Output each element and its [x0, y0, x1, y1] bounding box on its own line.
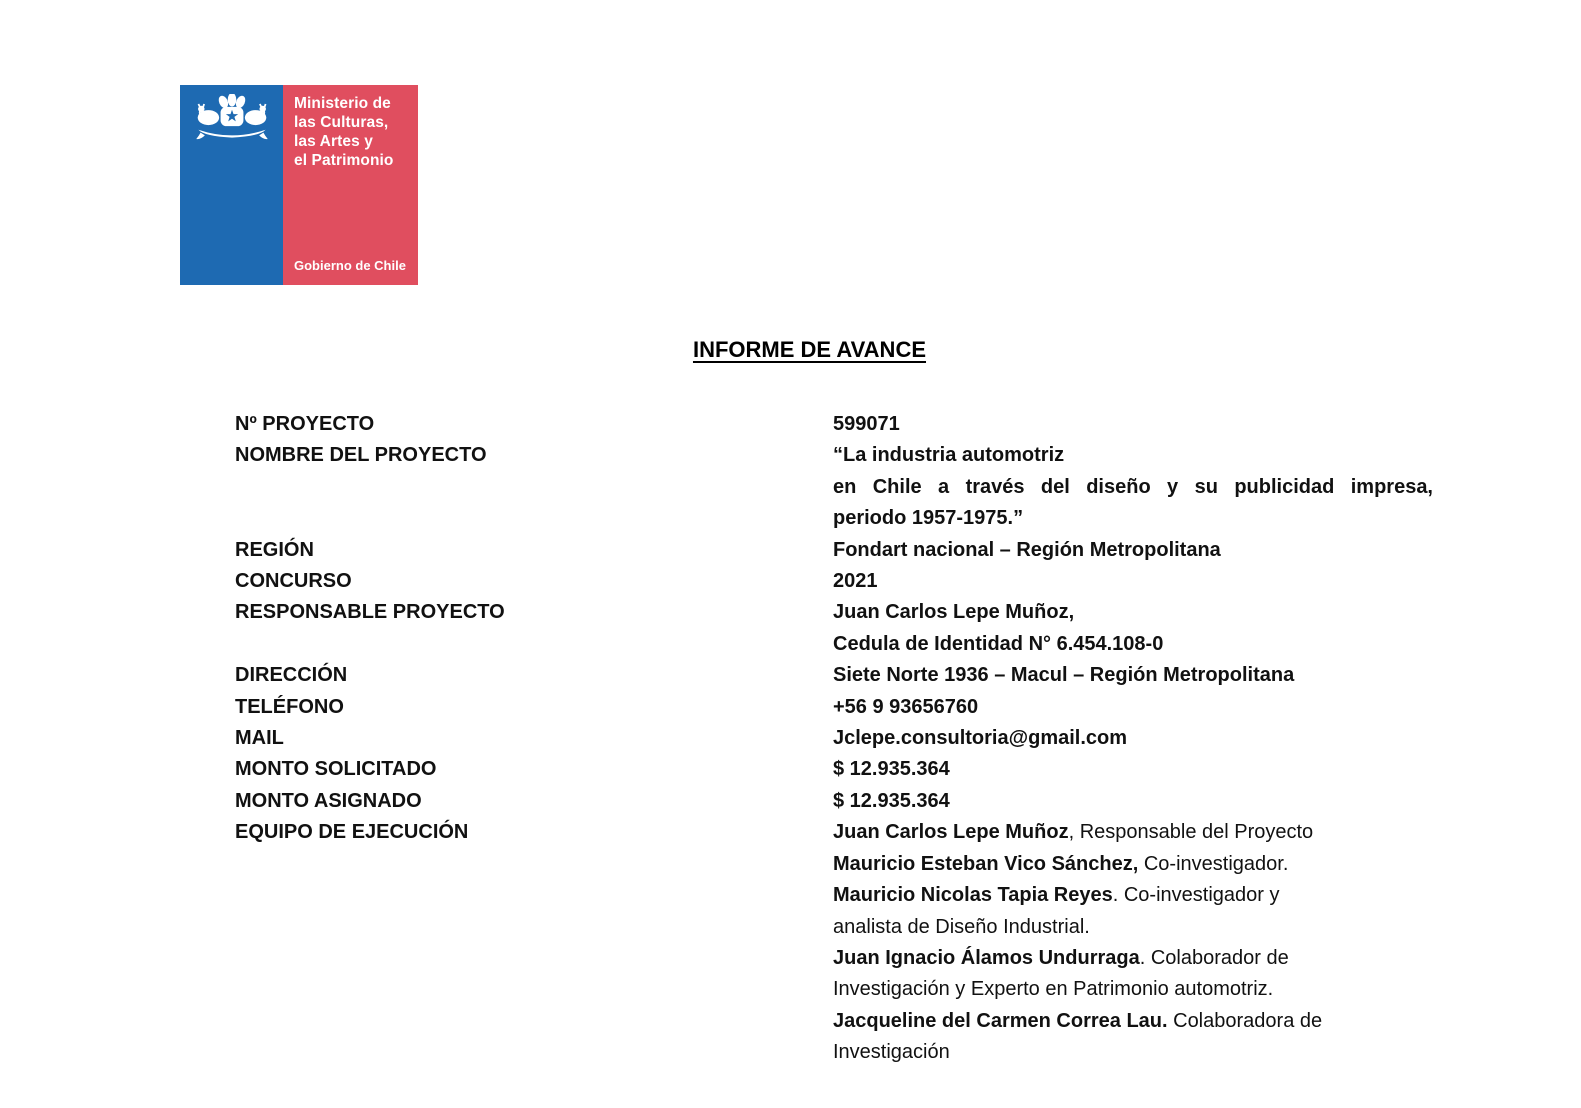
field-row-mail	[235, 723, 1433, 754]
field-label: NOMBRE DEL PROYECTO	[235, 444, 487, 467]
team-member-line: Mauricio Esteban Vico Sánchez, Co-investigador.	[833, 852, 1289, 875]
field-label: DIRECCIÓN	[235, 664, 348, 687]
field-row-monto-asignado	[235, 786, 1433, 817]
team-member-line: Juan Carlos Lepe Muñoz, Responsable del Proyecto	[833, 821, 1314, 844]
field-row-concurso	[235, 566, 1433, 597]
field-label: REGIÓN	[235, 538, 314, 561]
field-row-responsable	[235, 597, 1433, 660]
ministry-name-line: Ministerio de	[294, 95, 391, 112]
field-label: CONCURSO	[235, 570, 352, 593]
team-member-line: Juan Ignacio Álamos Undurraga. Colaborador de	[833, 946, 1289, 969]
field-label: TELÉFONO	[235, 695, 344, 718]
field-value: Juan Carlos Lepe Muñoz, Cedula de Identidad N° 6.454.108-0	[833, 601, 1164, 655]
field-value: $ 12.935.364	[833, 789, 950, 812]
field-value: +56 9 93656760	[833, 695, 979, 718]
field-label: MONTO ASIGNADO	[235, 789, 422, 812]
team-member-line: Jacqueline del Carmen Correa Lau. Colaboradora de	[833, 1009, 1323, 1032]
field-label: Nº PROYECTO	[235, 413, 375, 435]
logo-red-panel	[283, 85, 418, 285]
team-member-line: analista de Diseño Industrial.	[833, 915, 1090, 938]
field-value	[833, 817, 1433, 1068]
ministry-name-line: las Artes y	[294, 133, 373, 150]
fields-section	[235, 409, 1433, 1069]
ministry-name-line: las Culturas,	[294, 114, 389, 131]
field-value	[833, 723, 1433, 754]
chile-coat-of-arms-icon	[189, 94, 275, 154]
field-label: MONTO SOLICITADO	[235, 758, 437, 781]
government-name: Gobierno de Chile	[294, 258, 406, 273]
field-value: “La industria automotriz en Chile a través del diseño y su publicidad impresa, periodo 1957-1975.”	[833, 444, 1433, 530]
logo-blue-panel	[180, 85, 283, 285]
field-row-monto-solicitado	[235, 754, 1433, 785]
field-value: 2021	[833, 570, 878, 593]
team-member-line: Mauricio Nicolas Tapia Reyes. Co-investigador y	[833, 884, 1280, 907]
ministry-logo	[180, 85, 418, 285]
field-label: MAIL	[235, 727, 284, 750]
field-value: Fondart nacional – Región Metropolitana	[833, 538, 1221, 561]
field-label: RESPONSABLE PROYECTO	[235, 601, 505, 624]
ministry-name	[294, 94, 412, 170]
field-value: $ 12.935.364	[833, 758, 950, 781]
field-row-equipo-ejecucion	[235, 817, 1433, 1068]
team-member-line: Investigación y Experto en Patrimonio automotriz.	[833, 978, 1274, 1001]
email-value: Jclepe.consultoria@gmail.com	[833, 727, 1128, 750]
field-value: 599071	[833, 413, 900, 435]
field-row-telefono	[235, 692, 1433, 723]
field-row-direccion	[235, 660, 1433, 691]
field-row-nombre-proyecto	[235, 440, 1433, 534]
team-member-line: Investigación	[833, 1041, 950, 1064]
page-title: INFORME DE AVANCE	[692, 337, 927, 362]
field-value: Siete Norte 1936 – Macul – Región Metropolitana	[833, 664, 1295, 687]
field-row-numero-proyecto	[235, 409, 1433, 440]
field-row-region	[235, 535, 1433, 566]
ministry-name-line: el Patrimonio	[294, 152, 394, 169]
field-label: EQUIPO DE EJECUCIÓN	[235, 821, 469, 844]
